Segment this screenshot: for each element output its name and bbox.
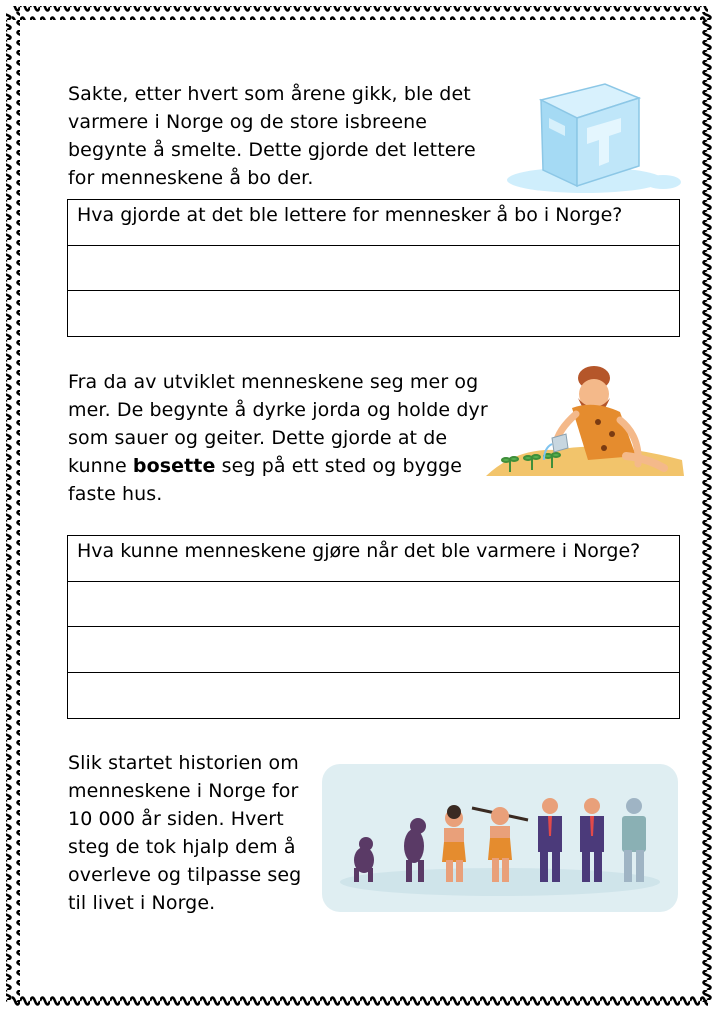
answer-line[interactable] bbox=[68, 246, 679, 292]
answer-line[interactable] bbox=[68, 582, 679, 628]
closing-paragraph bbox=[68, 749, 301, 917]
text-line: faste hus. bbox=[68, 483, 163, 505]
text-fragment: kunne bbox=[68, 455, 133, 477]
text-line: Slik startet historien om bbox=[68, 752, 299, 774]
text-line: for menneskene å bo der. bbox=[68, 167, 314, 189]
keyword-bosette: bosette bbox=[132, 455, 216, 477]
ice-cube-icon bbox=[505, 78, 687, 196]
answer-line[interactable] bbox=[68, 291, 679, 337]
question-row bbox=[68, 200, 679, 246]
intro-paragraph bbox=[68, 80, 476, 192]
text-line bbox=[68, 452, 488, 480]
text-line: mer. De begynte å dyrke jorda og holde dyr bbox=[68, 399, 488, 421]
text-fragment: seg på ett sted og bygge bbox=[215, 455, 463, 477]
text-line: 10 000 år siden. Hvert bbox=[68, 808, 284, 830]
text-line: steg de tok hjalp dem å bbox=[68, 836, 296, 858]
text-line: begynte å smelte. Dette gjorde det lettere bbox=[68, 139, 476, 161]
question-2: Hva kunne menneskene gjøre når det ble varmere i Norge? bbox=[77, 540, 641, 562]
answer-line[interactable] bbox=[68, 627, 679, 673]
question-1: Hva gjorde at det ble lettere for mennesker å bo i Norge? bbox=[77, 204, 623, 226]
text-line: som sauer og geiter. Dette gjorde at de bbox=[68, 427, 448, 449]
answer-box-1 bbox=[67, 199, 680, 337]
text-line: til livet i Norge. bbox=[68, 892, 216, 914]
answer-line[interactable] bbox=[68, 673, 679, 719]
question-row bbox=[68, 536, 679, 582]
text-line: Fra da av utviklet menneskene seg mer og bbox=[68, 371, 479, 393]
text-line: overleve og tilpasse seg bbox=[68, 864, 302, 886]
answer-box-2 bbox=[67, 535, 680, 719]
text-line: varmere i Norge og de store isbreene bbox=[68, 111, 428, 133]
caveman-watering-plants-icon bbox=[486, 364, 686, 480]
text-line: menneskene i Norge for bbox=[68, 780, 299, 802]
human-evolution-icon bbox=[322, 764, 678, 912]
development-paragraph bbox=[68, 368, 488, 508]
text-line: Sakte, etter hvert som årene gikk, ble det bbox=[68, 83, 471, 105]
